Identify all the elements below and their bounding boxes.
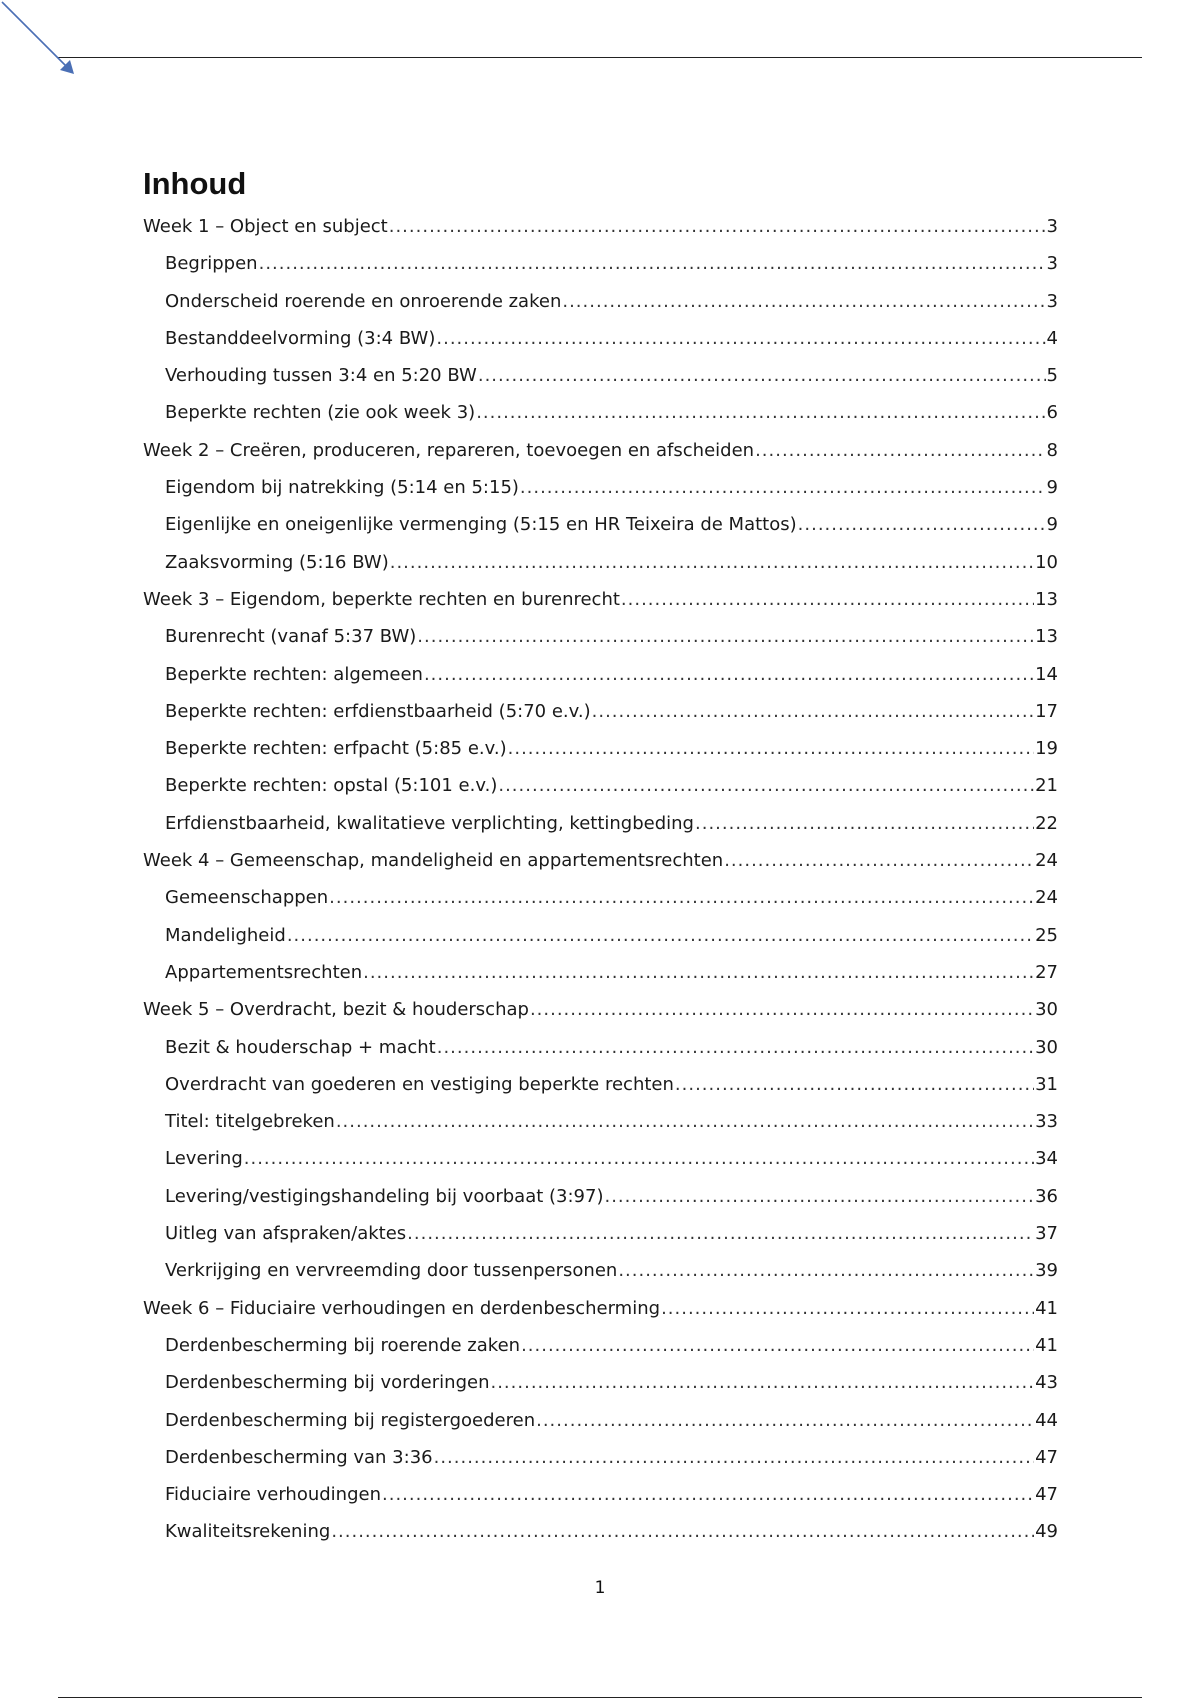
toc-entry-title: Beperkte rechten: opstal (5:101 e.v.)	[165, 775, 498, 797]
toc-dot-leader	[437, 1037, 1034, 1058]
toc-dot-leader	[476, 402, 1045, 423]
toc-entry-title: Fiduciaire verhoudingen	[165, 1484, 381, 1506]
toc-entry-page: 9	[1046, 477, 1058, 499]
toc-dot-leader	[331, 1521, 1034, 1542]
toc-entry-section[interactable]	[143, 328, 1058, 365]
toc-entry-section[interactable]	[143, 1186, 1058, 1223]
toc-entry-title: Burenrecht (vanaf 5:37 BW)	[165, 626, 417, 648]
toc-dot-leader	[618, 1260, 1034, 1281]
toc-entry-page: 8	[1046, 439, 1058, 461]
toc-dot-leader	[536, 1410, 1034, 1431]
toc-entry-section[interactable]	[143, 1223, 1058, 1260]
toc-entry-page: 43	[1035, 1372, 1058, 1394]
toc-entry-title: Beperkte rechten (zie ook week 3)	[165, 402, 476, 424]
toc-entry-page: 31	[1035, 1073, 1058, 1095]
toc-entry-section[interactable]	[143, 1335, 1058, 1372]
toc-entry-page: 24	[1035, 887, 1058, 909]
toc-dot-leader	[436, 328, 1045, 349]
toc-entry-page: 36	[1035, 1185, 1058, 1207]
toc-dot-leader	[592, 701, 1034, 722]
toc-dot-leader	[798, 514, 1046, 535]
toc-entry-page: 13	[1035, 588, 1058, 610]
toc-entry-section[interactable]	[143, 887, 1058, 924]
toc-entry-page: 24	[1035, 850, 1058, 872]
toc-entry-title: Derdenbescherming bij roerende zaken	[165, 1334, 521, 1356]
toc-entry-page: 19	[1035, 738, 1058, 760]
toc-entry-page: 47	[1035, 1446, 1058, 1468]
toc-entry-title: Derdenbescherming van 3:36	[165, 1446, 433, 1468]
page-number: 1	[594, 1578, 606, 1598]
toc-entry-title: Begrippen	[165, 253, 258, 275]
toc-dot-leader	[259, 253, 1046, 274]
toc-entry-chapter[interactable]	[143, 440, 1058, 477]
toc-dot-leader	[498, 775, 1034, 796]
header-rule	[58, 57, 1142, 58]
toc-entry-section[interactable]	[143, 962, 1058, 999]
toc-entry-section[interactable]	[143, 1074, 1058, 1111]
toc-entry-title: Eigenlijke en oneigenlijke vermenging (5:15 en HR Teixeira de Mattos)	[165, 514, 797, 536]
toc-entry-section[interactable]	[143, 925, 1058, 962]
table-of-contents	[143, 166, 1058, 1559]
toc-entry-page: 6	[1046, 402, 1058, 424]
toc-entry-page: 5	[1046, 365, 1058, 387]
toc-dot-leader	[478, 365, 1046, 386]
toc-entry-title: Week 2 – Creëren, produceren, repareren, toevoegen en afscheiden	[143, 439, 755, 461]
toc-entry-page: 27	[1035, 961, 1058, 983]
toc-entry-section[interactable]	[143, 477, 1058, 514]
toc-entry-page: 49	[1035, 1521, 1058, 1543]
toc-dot-leader	[521, 1335, 1034, 1356]
toc-dot-leader	[244, 1148, 1034, 1169]
toc-entry-section[interactable]	[143, 813, 1058, 850]
toc-entry-page: 22	[1035, 812, 1058, 834]
toc-entry-section[interactable]	[143, 1484, 1058, 1521]
diagonal-arrow-icon	[0, 0, 80, 80]
toc-entry-title: Week 6 – Fiduciaire verhoudingen en derdenbescherming	[143, 1297, 661, 1319]
toc-dot-leader	[695, 813, 1034, 834]
toc-entry-page: 13	[1035, 626, 1058, 648]
toc-dot-leader	[562, 291, 1045, 312]
toc-entry-section[interactable]	[143, 514, 1058, 551]
toc-dot-leader	[424, 664, 1034, 685]
toc-entry-title: Bestanddeelvorming (3:4 BW)	[165, 327, 436, 349]
toc-dot-leader	[675, 1074, 1034, 1095]
toc-entry-title: Beperkte rechten: erfpacht (5:85 e.v.)	[165, 738, 507, 760]
toc-entry-title: Beperkte rechten: algemeen	[165, 663, 423, 685]
toc-entry-title: Week 3 – Eigendom, beperkte rechten en burenrecht	[143, 588, 620, 610]
toc-dot-leader	[382, 1484, 1034, 1505]
toc-entry-title: Verkrijging en vervreemding door tussenpersonen	[165, 1260, 618, 1282]
toc-entry-title: Uitleg van afspraken/aktes	[165, 1223, 407, 1245]
toc-entry-title: Levering	[165, 1148, 243, 1170]
toc-entry-title: Week 4 – Gemeenschap, mandeligheid en appartementsrechten	[143, 850, 724, 872]
toc-entry-section[interactable]	[143, 775, 1058, 812]
toc-entry-page: 10	[1035, 551, 1058, 573]
toc-entry-section[interactable]	[143, 626, 1058, 663]
toc-entry-title: Bezit & houderschap + macht	[165, 1036, 436, 1058]
toc-dot-leader	[530, 999, 1034, 1020]
toc-entry-title: Mandeligheid	[165, 924, 286, 946]
toc-entry-page: 3	[1046, 290, 1058, 312]
toc-entry-chapter[interactable]	[143, 1298, 1058, 1335]
toc-entry-title: Beperkte rechten: erfdienstbaarheid (5:70 e.v.)	[165, 700, 591, 722]
toc-dot-leader	[389, 216, 1046, 237]
toc-dot-leader	[490, 1372, 1034, 1393]
toc-entry-section[interactable]	[143, 1111, 1058, 1148]
toc-entry-section[interactable]	[143, 738, 1058, 775]
toc-entry-chapter[interactable]	[143, 216, 1058, 253]
toc-entry-title: Appartementsrechten	[165, 961, 363, 983]
toc-dot-leader	[390, 552, 1034, 573]
toc-entry-section[interactable]	[143, 1037, 1058, 1074]
toc-dot-leader	[520, 477, 1046, 498]
toc-dot-leader	[336, 1111, 1034, 1132]
toc-entry-page: 33	[1035, 1111, 1058, 1133]
toc-entry-page: 25	[1035, 924, 1058, 946]
toc-entry-page: 30	[1035, 999, 1058, 1021]
toc-entry-title: Overdracht van goederen en vestiging beperkte rechten	[165, 1073, 674, 1095]
toc-dot-leader	[724, 850, 1034, 871]
toc-entry-title: Week 1 – Object en subject	[143, 216, 388, 237]
toc-entry-title: Levering/vestigingshandeling bij voorbaat (3:97)	[165, 1185, 604, 1207]
toc-entry-title: Kwaliteitsrekening	[165, 1521, 331, 1543]
toc-entry-page: 14	[1035, 663, 1058, 685]
toc-entry-section[interactable]	[143, 402, 1058, 439]
toc-dot-leader	[604, 1186, 1034, 1207]
toc-entry-title: Onderscheid roerende en onroerende zaken	[165, 290, 562, 312]
toc-entry-section[interactable]	[143, 1410, 1058, 1447]
toc-entry-page: 17	[1035, 700, 1058, 722]
toc-dot-leader	[661, 1298, 1034, 1319]
toc-entry-section[interactable]	[143, 1372, 1058, 1409]
toc-entry-section[interactable]	[143, 365, 1058, 402]
toc-entry-section[interactable]	[143, 291, 1058, 328]
toc-entry-section[interactable]	[143, 253, 1058, 290]
toc-entry-section[interactable]	[143, 1260, 1058, 1297]
toc-dot-leader	[434, 1447, 1035, 1468]
toc-entry-page: 41	[1035, 1334, 1058, 1356]
toc-entry-section[interactable]	[143, 552, 1058, 589]
toc-entry-section[interactable]	[143, 1521, 1058, 1558]
toc-entry-page: 9	[1046, 514, 1058, 536]
toc-entry-chapter[interactable]	[143, 589, 1058, 626]
toc-entry-title: Verhouding tussen 3:4 en 5:20 BW	[165, 365, 477, 387]
toc-entry-page: 41	[1035, 1297, 1058, 1319]
footer-rule	[58, 1697, 1142, 1698]
toc-entry-title: Gemeenschappen	[165, 887, 329, 909]
toc-entry-page: 44	[1035, 1409, 1058, 1431]
toc-dot-leader	[755, 440, 1045, 461]
toc-entry-page: 34	[1035, 1148, 1058, 1170]
toc-entry-title: Derdenbescherming bij registergoederen	[165, 1409, 536, 1431]
toc-dot-leader	[287, 925, 1034, 946]
toc-dot-leader	[508, 738, 1034, 759]
toc-entry-title: Week 5 – Overdracht, bezit & houderschap	[143, 999, 529, 1021]
toc-entry-title: Titel: titelgebreken	[165, 1111, 335, 1133]
toc-entry-title: Zaaksvorming (5:16 BW)	[165, 551, 389, 573]
toc-dot-leader	[407, 1223, 1034, 1244]
toc-entry-chapter[interactable]	[143, 850, 1058, 887]
toc-dot-leader	[329, 887, 1034, 908]
toc-entry-section[interactable]	[143, 701, 1058, 738]
toc-list	[143, 216, 1058, 1559]
toc-entry-page: 47	[1035, 1484, 1058, 1506]
toc-entry-page: 37	[1035, 1223, 1058, 1245]
toc-entry-page: 30	[1035, 1036, 1058, 1058]
toc-entry-page: 21	[1035, 775, 1058, 797]
toc-entry-page: 3	[1046, 216, 1058, 237]
toc-dot-leader	[417, 626, 1034, 647]
toc-entry-chapter[interactable]	[143, 999, 1058, 1036]
toc-dot-leader	[621, 589, 1034, 610]
toc-entry-page: 3	[1046, 253, 1058, 275]
toc-entry-page: 39	[1035, 1260, 1058, 1282]
toc-entry-section[interactable]	[143, 664, 1058, 701]
toc-entry-page: 4	[1046, 327, 1058, 349]
toc-entry-title: Erfdienstbaarheid, kwalitatieve verplichting, kettingbeding	[165, 812, 694, 834]
toc-entry-title: Eigendom bij natrekking (5:14 en 5:15)	[165, 477, 519, 499]
toc-heading: Inhoud	[143, 166, 247, 201]
toc-entry-section[interactable]	[143, 1148, 1058, 1185]
toc-dot-leader	[363, 962, 1034, 983]
toc-entry-title: Derdenbescherming bij vorderingen	[165, 1372, 490, 1394]
toc-entry-section[interactable]	[143, 1447, 1058, 1484]
